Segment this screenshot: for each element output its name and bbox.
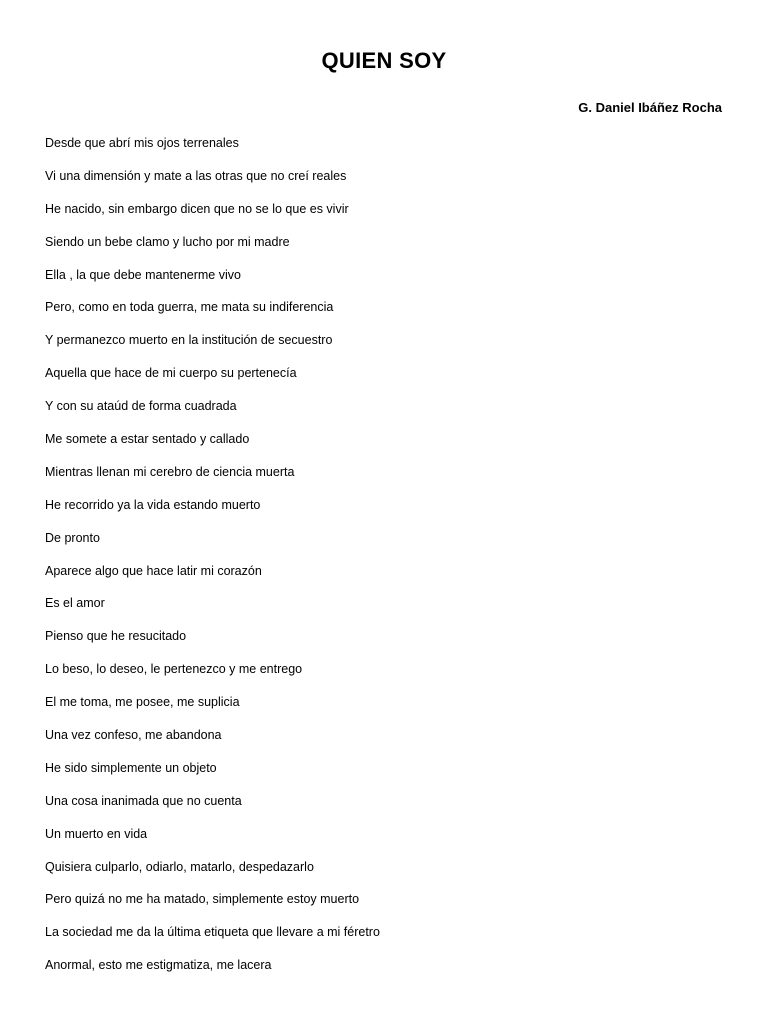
poem-line: Una cosa inanimada que no cuenta (45, 793, 242, 808)
poem-line: Desde que abrí mis ojos terrenales (45, 136, 239, 150)
poem-line: He sido simplemente un objeto (45, 760, 217, 775)
poem-line: Anormal, esto me estigmatiza, me lacera (45, 958, 272, 973)
poem-line: Vi una dimensión y mate a las otras que no creí reales (45, 168, 347, 183)
poem-line: Y con su ataúd de forma cuadrada (45, 399, 237, 414)
poem-line: Me somete a estar sentado y callado (45, 432, 250, 447)
poem-line: Pero, como en toda guerra, me mata su indiferencia (45, 300, 334, 315)
poem-line: Un muerto en vida (45, 826, 148, 841)
poem-line: He recorrido ya la vida estando muerto (45, 497, 261, 512)
poem-line: El me toma, me posee, me suplicia (45, 695, 240, 710)
poem-line: Mientras llenan mi cerebro de ciencia muerta (45, 464, 295, 479)
poem-line: Ella , la que debe mantenerme vivo (45, 267, 241, 282)
poem-line: De pronto (45, 530, 100, 545)
poem-line: Aparece algo que hace latir mi corazón (45, 563, 262, 578)
poem-line: Pero quizá no me ha matado, simplemente estoy muerto (45, 892, 360, 907)
poem-line: Y permanezco muerto en la institución de secuestro (45, 333, 333, 348)
poem-lines (45, 134, 380, 989)
poem-line: La sociedad me da la última etiqueta que llevare a mi féretro (45, 925, 380, 940)
poem-line: Lo beso, lo deseo, le pertenezco y me entrego (45, 662, 303, 677)
poem-line: Siendo un bebe clamo y lucho por mi madre (45, 234, 290, 249)
poem-title: QUIEN SOY (321, 48, 447, 73)
poem-line: Es el amor (45, 596, 105, 611)
poem-line: Pienso que he resucitado (45, 629, 187, 644)
poem-line: He nacido, sin embargo dicen que no se lo que es vivir (45, 201, 349, 216)
poem-line: Quisiera culparlo, odiarlo, matarlo, despedazarlo (45, 859, 314, 874)
poem-author: G. Daniel Ibáñez Rocha (578, 100, 722, 115)
poem-line: Una vez confeso, me abandona (45, 728, 222, 743)
poem-line: Aquella que hace de mi cuerpo su pertenecía (45, 366, 297, 381)
